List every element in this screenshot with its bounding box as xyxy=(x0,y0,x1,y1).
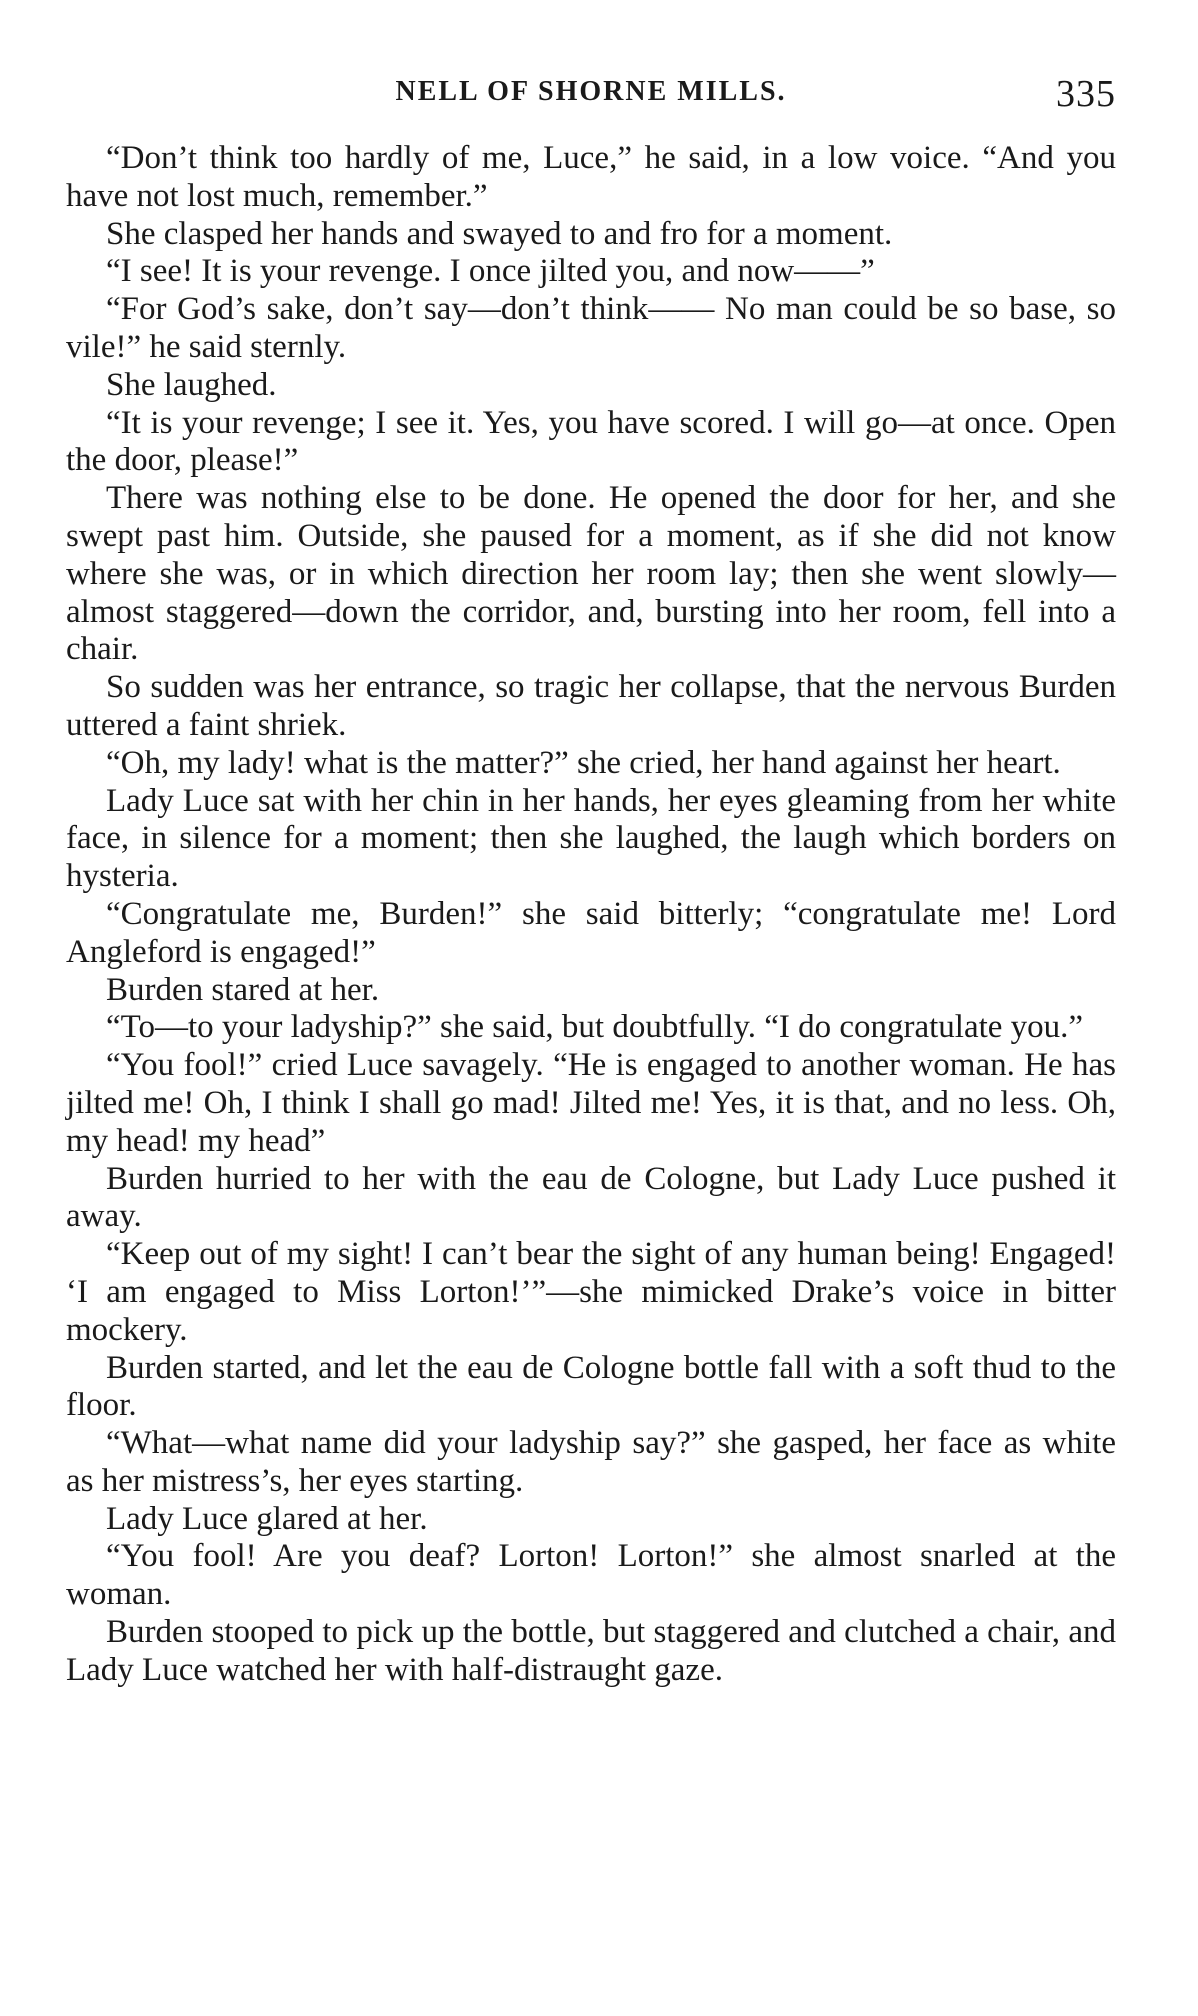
paragraph: Burden hurried to her with the eau de Cologne, but Lady Luce pushed it away. xyxy=(66,1160,1116,1235)
paragraph: “To—to your ladyship?” she said, but doubtfully. “I do congratulate you.” xyxy=(106,1009,1084,1046)
paragraph: “You fool!” cried Luce savagely. “He is engaged to another woman. He has jilted me! Oh, I think I shall go mad! Jilted me! Yes, it is that, and no less. Oh, my head! my head” xyxy=(66,1047,1116,1159)
paragraph: “Don’t think too hardly of me, Luce,” he said, in a low voice. “And you have not lost much, remember.” xyxy=(66,140,1116,214)
paragraph: She clasped her hands and swayed to and fro for a moment. xyxy=(106,215,893,252)
paragraph: There was nothing else to be done. He opened the door for her, and she swept past him. Outside, she paused for a moment, as if she did not know where she was, or in which direction her room lay; then she went slowly—almost staggered—down the corridor, and, bursting into her room, fell into a chair. xyxy=(66,480,1116,668)
paragraph: Lady Luce sat with her chin in her hands, her eyes gleaming from her white face, in silence for a moment; then she laughed, the laugh which borders on hysteria. xyxy=(66,782,1116,895)
paragraph: “Congratulate me, Burden!” she said bitterly; “congratulate me! Lord Angleford is engaged!” xyxy=(66,895,1116,970)
paragraph: “I see! It is your revenge. I once jilted you, and now——” xyxy=(106,253,875,290)
paragraph: So sudden was her entrance, so tragic her collapse, that the nervous Burden uttered a faint shriek. xyxy=(66,669,1116,743)
paragraph: Lady Luce glared at her. xyxy=(106,1500,428,1537)
paragraph: “Oh, my lady! what is the matter?” she cried, her hand against her heart. xyxy=(106,744,1061,781)
paragraph: “You fool! Are you deaf? Lorton! Lorton!” she almost snarled at the woman. xyxy=(66,1538,1116,1613)
paragraph: “What—what name did your ladyship say?” she gasped, her face as white as her mistress’s, her eyes starting. xyxy=(66,1425,1116,1499)
page-number: 335 xyxy=(1056,73,1116,115)
body-text xyxy=(66,140,1116,1690)
paragraph: Burden started, and let the eau de Cologne bottle fall with a soft thud to the floor. xyxy=(66,1349,1116,1424)
paragraph: “For God’s sake, don’t say—don’t think—— No man could be so base, so vile!” he said sternly. xyxy=(66,291,1116,365)
paragraph: “It is your revenge; I see it. Yes, you have scored. I will go—at once. Open the door, please!” xyxy=(66,404,1116,479)
page-header xyxy=(66,72,1116,122)
paragraph: Burden stared at her. xyxy=(106,971,380,1008)
running-head: NELL OF SHORNE MILLS. xyxy=(395,76,787,107)
paragraph: She laughed. xyxy=(106,366,277,403)
paragraph: Burden stooped to pick up the bottle, but staggered and clutched a chair, and Lady Luce watched her with half-distraught gaze. xyxy=(66,1614,1116,1688)
paragraph: “Keep out of my sight! I can’t bear the sight of any human being! Engaged! ‘I am engaged to Miss Lorton!’”—she mimicked Drake’s voice in bitter mockery. xyxy=(66,1236,1116,1348)
